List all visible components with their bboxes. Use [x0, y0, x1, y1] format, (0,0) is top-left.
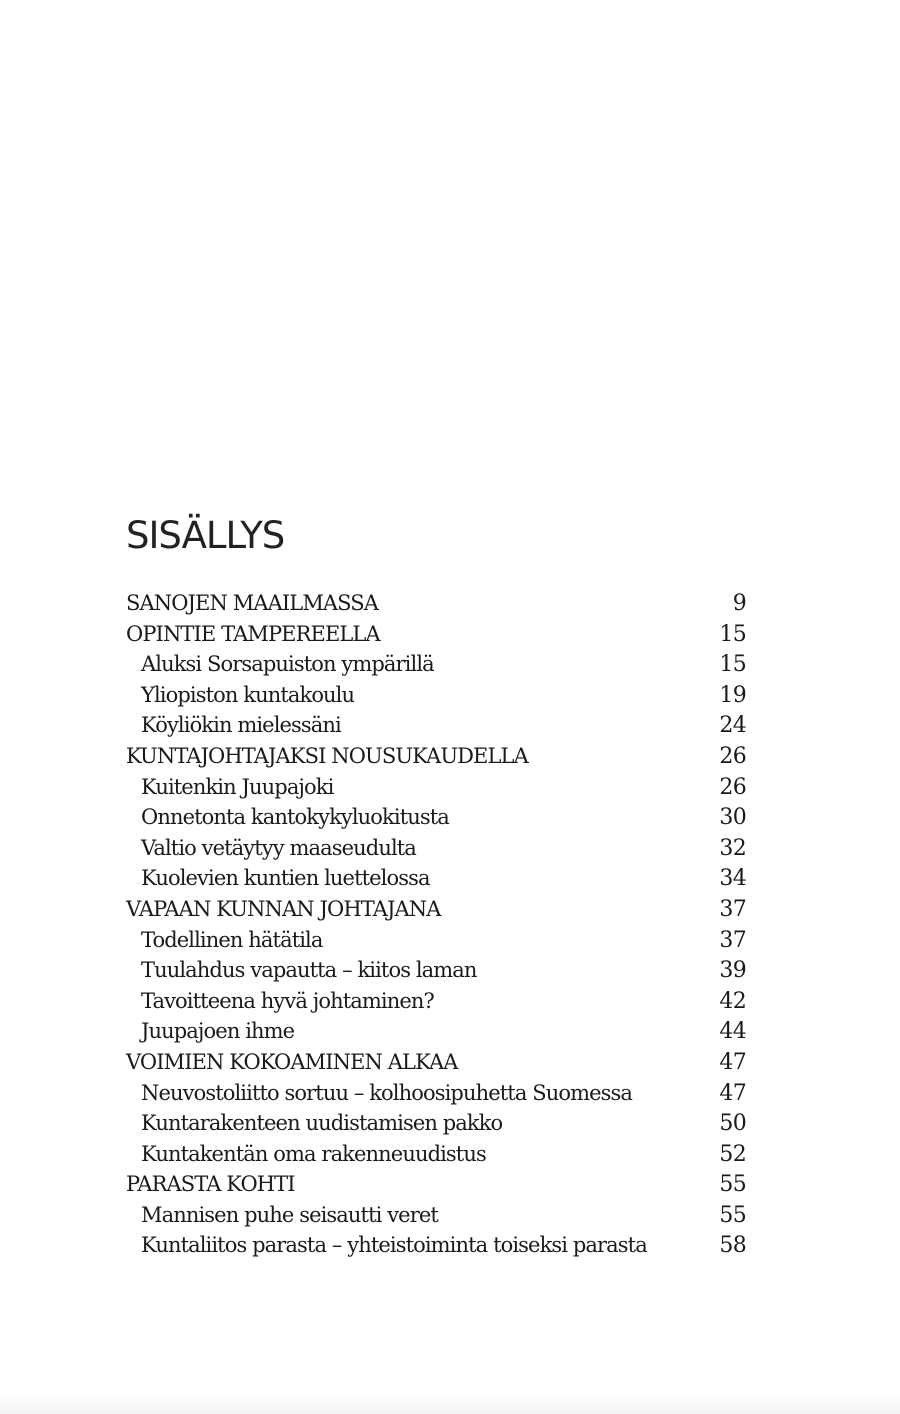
toc-entry-title: Aluksi Sorsapuiston ympärillä	[141, 652, 434, 677]
toc-entry-title: Juupajoen ihme	[141, 1019, 295, 1044]
toc-entry-page: 39	[719, 958, 746, 984]
toc-entry-page: 50	[719, 1111, 746, 1137]
toc-entry-page: 19	[719, 682, 746, 708]
toc-entry	[126, 802, 746, 833]
toc-entry	[126, 1047, 746, 1078]
toc-entry	[126, 925, 746, 956]
toc-entry	[126, 1169, 746, 1200]
toc-entry	[126, 1230, 746, 1261]
toc-entry-page: 47	[719, 1080, 746, 1106]
toc-entry-title: Kuntaliitos parasta – yhteistoiminta toiseksi parasta	[141, 1233, 647, 1258]
toc-entry	[126, 1139, 746, 1170]
toc-entry-page: 26	[719, 774, 746, 800]
toc-entry-page: 44	[719, 1019, 746, 1045]
toc-entry	[126, 863, 746, 894]
toc-entry-page: 37	[719, 927, 746, 953]
toc-entry	[126, 619, 746, 650]
toc-entry	[126, 1078, 746, 1109]
toc-entry-title: Tavoitteena hyvä johtaminen?	[141, 988, 434, 1013]
toc-entry-title: Neuvostoliitto sortuu – kolhoosipuhetta Suomessa	[141, 1080, 632, 1105]
toc-entry-page: 34	[719, 866, 746, 892]
toc-entry-title: Kuolevien kuntien luettelossa	[141, 866, 430, 891]
toc-entry-title: Todellinen hätätila	[141, 927, 323, 952]
toc-entry-page: 47	[719, 1049, 746, 1075]
toc-entry-title: OPINTIE TAMPEREELLA	[126, 621, 380, 646]
toc-entry	[126, 588, 746, 619]
toc-entry-title: SANOJEN MAAILMASSA	[126, 591, 379, 615]
toc-entry-title: Yliopiston kuntakoulu	[141, 682, 355, 707]
toc-entry	[126, 986, 746, 1017]
toc-entry-title: Kuitenkin Juupajoki	[141, 774, 334, 799]
page-title: SISÄLLYS	[126, 514, 285, 557]
toc-entry	[126, 680, 746, 711]
toc-entry-title: VAPAAN KUNNAN JOHTAJANA	[126, 896, 441, 921]
toc-entry	[126, 1108, 746, 1139]
toc-entry-title: Köyliökin mielessäni	[141, 713, 341, 738]
toc-entry-page: 15	[719, 621, 746, 647]
toc-entry-page: 32	[719, 835, 746, 861]
toc-entry	[126, 955, 746, 986]
toc-entry-title: Valtio vetäytyy maaseudulta	[141, 835, 416, 860]
toc-entry-title: VOIMIEN KOKOAMINEN ALKAA	[126, 1049, 458, 1074]
toc-entry	[126, 710, 746, 741]
toc-entry-title: PARASTA KOHTI	[126, 1172, 295, 1197]
table-of-contents	[126, 588, 746, 1261]
page-bottom-shadow	[0, 1392, 900, 1414]
toc-entry-title: Mannisen puhe seisautti veret	[141, 1202, 438, 1227]
toc-entry	[126, 1016, 746, 1047]
toc-entry-page: 52	[719, 1141, 746, 1167]
toc-entry-page: 24	[719, 713, 746, 739]
toc-entry-page: 26	[719, 743, 746, 769]
toc-entry	[126, 772, 746, 803]
toc-entry-page: 55	[719, 1202, 746, 1228]
toc-entry-title: KUNTAJOHTAJAKSI NOUSUKAUDELLA	[126, 743, 528, 768]
toc-entry-page: 30	[719, 805, 746, 831]
toc-entry-page: 37	[719, 896, 746, 922]
toc-entry-title: Kuntakentän oma rakenneuudistus	[141, 1141, 486, 1166]
toc-entry-title: Kuntarakenteen uudistamisen pakko	[141, 1111, 503, 1136]
toc-entry-page: 55	[719, 1172, 746, 1198]
toc-entry	[126, 1200, 746, 1231]
toc-entry	[126, 741, 746, 772]
toc-entry-page: 15	[719, 652, 746, 678]
toc-entry	[126, 649, 746, 680]
toc-entry-title: Onnetonta kantokykyluokitusta	[141, 805, 449, 830]
toc-entry	[126, 833, 746, 864]
toc-entry-page: 42	[719, 988, 746, 1014]
toc-entry-page: 9	[732, 591, 746, 616]
toc-entry-page: 58	[719, 1233, 746, 1259]
toc-entry-title: Tuulahdus vapautta – kiitos laman	[141, 958, 477, 983]
toc-entry	[126, 894, 746, 925]
